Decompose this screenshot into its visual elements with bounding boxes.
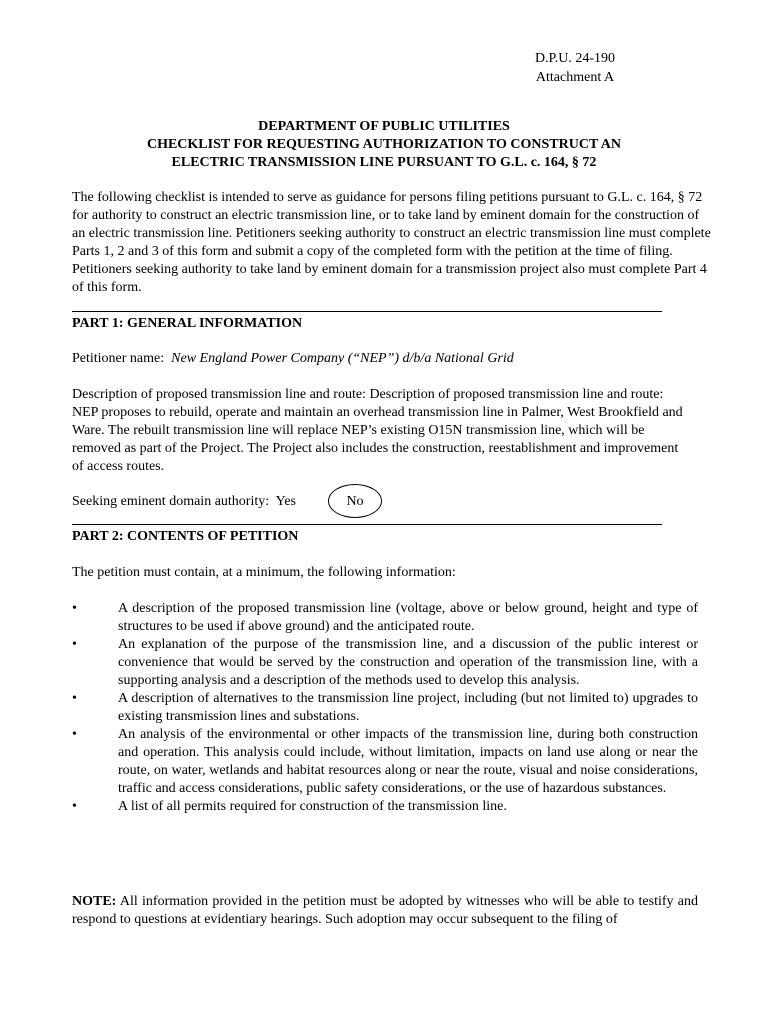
eminent-domain-row xyxy=(72,493,296,511)
divider xyxy=(72,524,662,525)
eminent-domain-label: Seeking eminent domain authority: xyxy=(72,494,270,509)
petition-requirements-list xyxy=(72,600,698,816)
part1-heading: PART 1: GENERAL INFORMATION xyxy=(72,316,303,331)
bullet-icon: • xyxy=(72,691,77,706)
bullet-icon: • xyxy=(72,637,77,652)
line-description: Description of proposed transmission line and route: Description of proposed transmission line and route: NEP proposes to rebuild, operate and maintain an overhead transmission line in Palmer, West Brookfield and Ware. The rebuilt transmission line will replace NEP’s existing O15N transmission line, which will be removed as part of the Project. The Project also includes the construction, reestablishment and improvement of access routes. xyxy=(72,387,683,474)
list-item: • An explanation of the purpose of the transmission line, and a discussion of the public interest or convenience that would be served by the construction and operation of the transmission line, with a supporting analysis and a description of the methods used to develop this analysis. xyxy=(72,637,698,688)
note-text: All information provided in the petition must be adopted by witnesses who will be able to testify and respond to questions at evidentiary hearings. Such adoption may occur subsequent to the filing of xyxy=(72,894,698,927)
title-line-2: CHECKLIST FOR REQUESTING AUTHORIZATION TO CONSTRUCT AN xyxy=(146,137,622,152)
title-line-1: DEPARTMENT OF PUBLIC UTILITIES xyxy=(258,119,510,134)
list-item: • A description of alternatives to the transmission line project, including (but not limited to) upgrades to existing transmission lines and substations. xyxy=(72,691,698,724)
petitioner-row xyxy=(72,350,514,368)
docket-number: D.P.U. 24-190 xyxy=(534,51,616,66)
intro-paragraph: The following checklist is intended to serve as guidance for persons filing petitions pursuant to G.L. c. 164, § 72 for authority to construct an electric transmission line, or to take land by eminent domain for the construction of an electric transmission line. Petitioners seeking authority to construct an electric transmission line must complete Parts 1, 2 and 3 of this form and submit a copy of the completed form with the petition at the time of filing. Petitioners seeking authority to take land by eminent domain for a transmission project also must complete Part 4 of this form. xyxy=(72,190,711,295)
part2-lead: The petition must contain, at a minimum, the following information: xyxy=(72,565,456,580)
bullet-icon: • xyxy=(72,601,77,616)
petitioner-label: Petitioner name: xyxy=(72,351,165,366)
bullet-icon: • xyxy=(72,799,77,814)
note-label: NOTE: xyxy=(72,894,117,909)
divider xyxy=(72,311,662,312)
document-reference xyxy=(520,49,630,87)
document-title xyxy=(72,118,696,172)
option-yes: Yes xyxy=(275,494,296,509)
part2-heading: PART 2: CONTENTS OF PETITION xyxy=(72,529,299,544)
petitioner-name: New England Power Company (“NEP”) d/b/a National Grid xyxy=(171,351,514,366)
list-item: • A list of all permits required for construction of the transmission line. xyxy=(72,799,507,814)
option-no-circled: No xyxy=(328,484,382,518)
note-paragraph xyxy=(72,893,698,929)
bullet-icon: • xyxy=(72,727,77,742)
list-item: • A description of the proposed transmission line (voltage, above or below ground, height and type of structures to be used if above ground) and the anticipated route. xyxy=(72,601,698,634)
title-line-3: ELECTRIC TRANSMISSION LINE PURSUANT TO G.L. c. 164, § 72 xyxy=(171,155,597,170)
attachment-label: Attachment A xyxy=(535,70,615,85)
list-item: • An analysis of the environmental or other impacts of the transmission line, during both construction and operation. This analysis could include, without limitation, impacts on land use along or near the route, on water, wetlands and habitat resources along or near the route, visual and noise considerations, traffic and access considerations, public safety considerations, or the use of hazardous substances. xyxy=(72,727,698,796)
